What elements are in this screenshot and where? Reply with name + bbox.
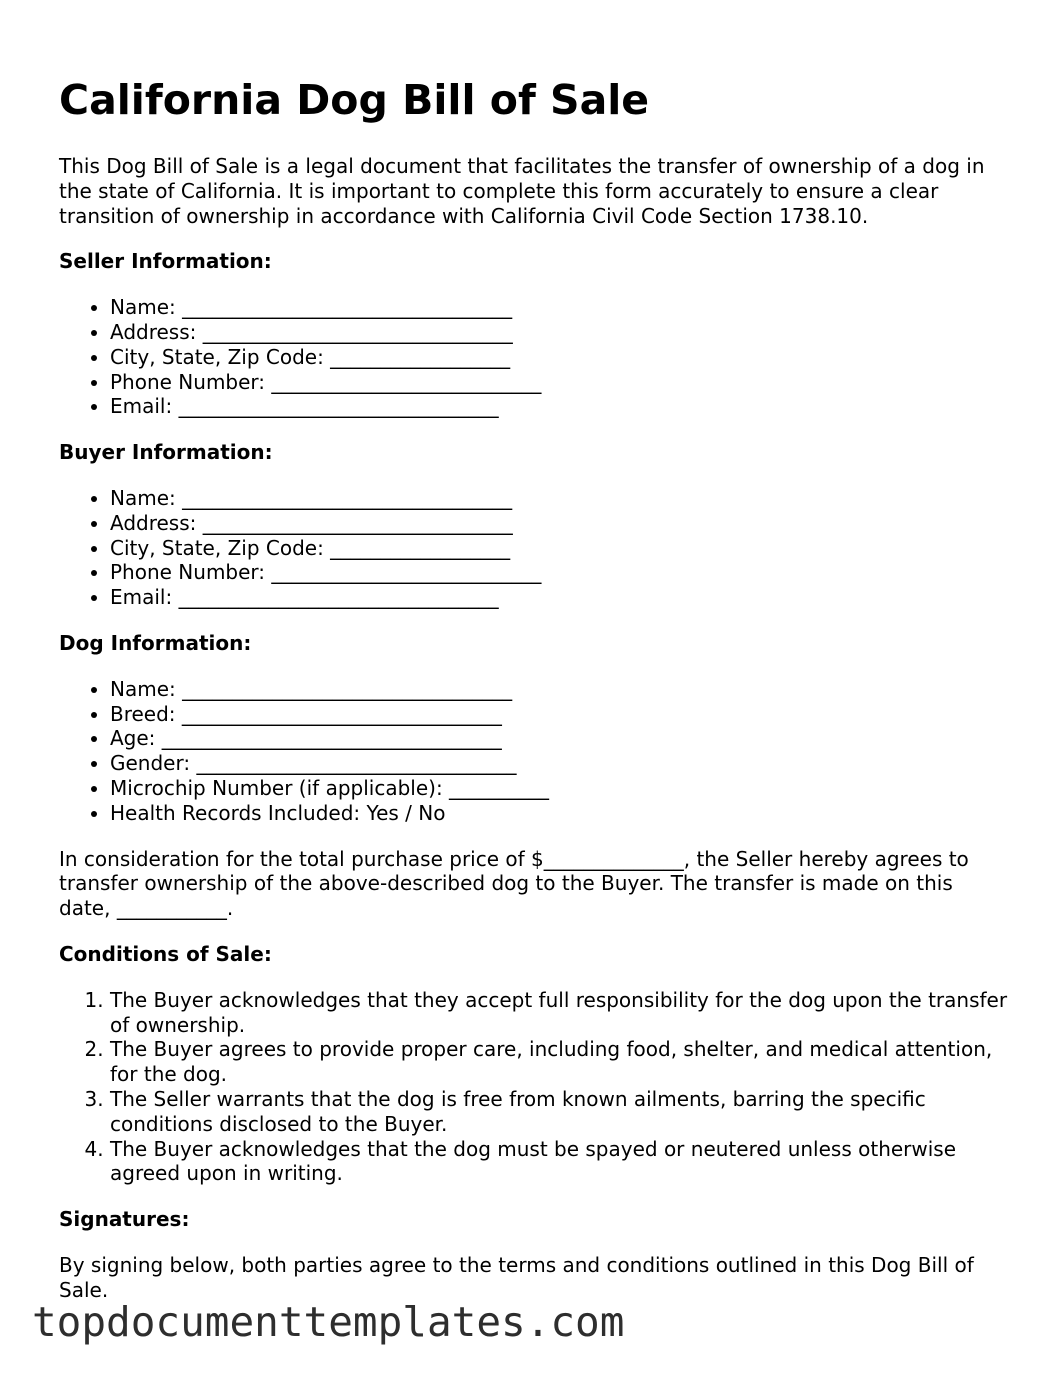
consideration-paragraph: In consideration for the total purchase price of $______________, the Seller hereby agrees to transfer ownership of the above-described dog to the Buyer. The transfer is made on this date, ___________.	[59, 846, 969, 921]
seller-heading: Seller Information:	[59, 249, 272, 274]
dog-list	[59, 677, 1009, 826]
document-page	[59, 74, 1009, 1323]
dog-heading: Dog Information:	[59, 630, 252, 655]
buyer-name-field: • Name: _________________________________	[110, 486, 1009, 511]
dog-health-records-field: • Health Records Included: Yes / No	[110, 801, 1009, 826]
conditions-list	[59, 988, 1009, 1186]
buyer-email-field: • Email: ________________________________	[110, 585, 1009, 610]
seller-phone-field: • Phone Number: ___________________________	[110, 370, 1009, 395]
buyer-list	[59, 486, 1009, 610]
buyer-phone-field: • Phone Number: ___________________________	[110, 560, 1009, 585]
document-title: California Dog Bill of Sale	[59, 76, 650, 124]
signatures-paragraph: By signing below, both parties agree to the terms and conditions outlined in this Dog Bill of Sale.	[59, 1252, 974, 1302]
dog-name-field: • Name: _________________________________	[110, 677, 1009, 702]
condition-item: 2. The Buyer agrees to provide proper care, including food, shelter, and medical attention, for the dog.	[110, 1037, 1009, 1087]
dog-age-field: • Age: __________________________________	[110, 726, 1009, 751]
condition-item: 4. The Buyer acknowledges that the dog must be spayed or neutered unless otherwise agreed upon in writing.	[110, 1137, 1009, 1187]
seller-city-field: • City, State, Zip Code: __________________	[110, 345, 1009, 370]
intro-paragraph: This Dog Bill of Sale is a legal document that facilitates the transfer of ownership of a dog in the state of California. It is important to complete this form accurately to ensure a clear transition of ownership in accordance with California Civil Code Section 1738.10.	[59, 154, 985, 228]
buyer-city-field: • City, State, Zip Code: __________________	[110, 536, 1009, 561]
buyer-heading: Buyer Information:	[59, 440, 273, 465]
dog-microchip-field: • Microchip Number (if applicable): __________	[110, 776, 1009, 801]
seller-list	[59, 295, 1009, 419]
dog-breed-field: • Breed: ________________________________	[110, 702, 1009, 727]
condition-item: 3. The Seller warrants that the dog is free from known ailments, barring the specific conditions disclosed to the Buyer.	[110, 1087, 1009, 1137]
seller-address-field: • Address: _______________________________	[110, 320, 1009, 345]
watermark: topdocumenttemplates.com	[32, 1298, 625, 1346]
seller-email-field: • Email: ________________________________	[110, 394, 1009, 419]
signatures-heading: Signatures:	[59, 1207, 190, 1232]
seller-name-field: • Name: _________________________________	[110, 295, 1009, 320]
conditions-heading: Conditions of Sale:	[59, 941, 272, 966]
buyer-address-field: • Address: _______________________________	[110, 511, 1009, 536]
condition-item: 1. The Buyer acknowledges that they accept full responsibility for the dog upon the transfer of ownership.	[110, 988, 1009, 1038]
dog-gender-field: • Gender: ________________________________	[110, 751, 1009, 776]
